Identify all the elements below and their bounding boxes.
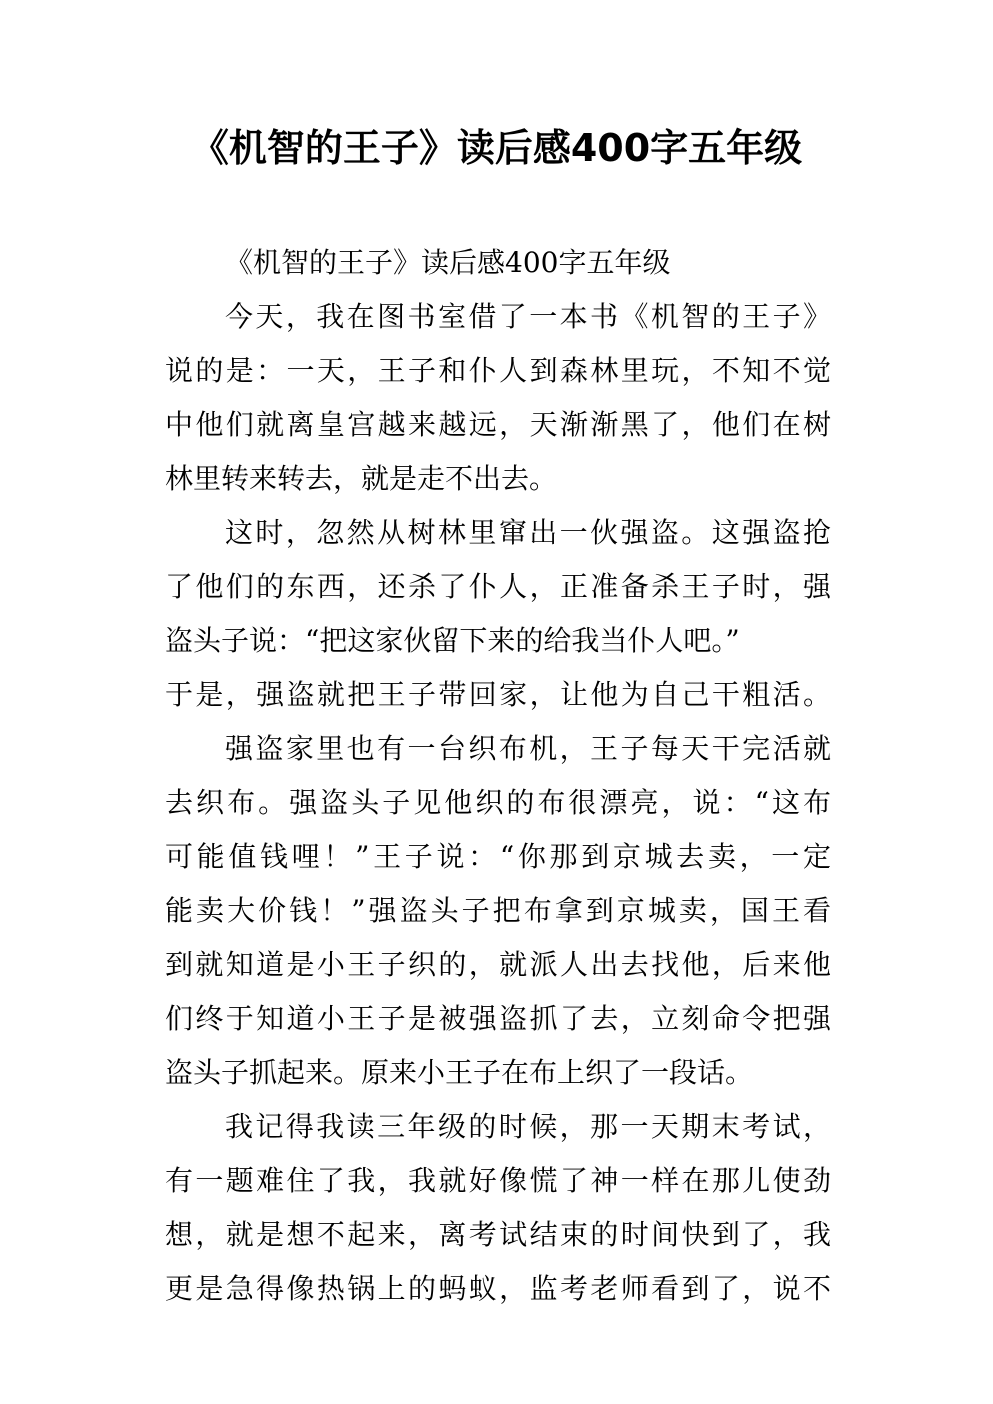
body-line: 今天，我在图书室借了一本书《机智的王子》 [225, 300, 831, 333]
body-line: 们终于知道小王子是被强盗抓了去，立刻命令把强 [165, 1002, 831, 1035]
body-line: 说的是：一天，王子和仆人到森林里玩，不知不觉 [165, 354, 831, 387]
body-line: 去织布。强盗头子见他织的布很漂亮，说：“这布 [165, 786, 831, 819]
body-subtitle-line: 《机智的王子》读后感400字五年级 [225, 246, 671, 279]
body-line: 盗头子抓起来。原来小王子在布上织了一段话。 [165, 1056, 754, 1089]
body-line: 能卖大价钱！”强盗头子把布拿到京城卖，国王看 [165, 894, 831, 927]
body-line: 我记得我读三年级的时候，那一天期末考试， [225, 1110, 831, 1143]
document-body [165, 236, 831, 1316]
body-line: 中他们就离皇宫越来越远，天渐渐黑了，他们在树 [165, 408, 831, 441]
body-line: 想，就是想不起来，离考试结束的时间快到了，我 [165, 1218, 831, 1251]
body-line: 强盗家里也有一台织布机，王子每天干完活就 [225, 732, 831, 765]
body-line: 这时，忽然从树林里窜出一伙强盗。这强盗抢 [225, 516, 831, 549]
body-line: 盗头子说：“把这家伙留下来的给我当仆人吧。” [165, 624, 740, 657]
body-line: 可能值钱哩！”王子说：“你那到京城去卖，一定 [165, 840, 831, 873]
body-line: 林里转来转去，就是走不出去。 [165, 462, 558, 495]
body-line: 更是急得像热锅上的蚂蚁，监考老师看到了，说不 [165, 1272, 831, 1305]
document-title: 《机智的王子》读后感400字五年级 [190, 126, 803, 170]
body-line: 有一题难住了我，我就好像慌了神一样在那儿使劲 [165, 1164, 831, 1197]
body-line: 到就知道是小王子织的，就派人出去找他，后来他 [165, 948, 831, 981]
body-line: 了他们的东西，还杀了仆人，正准备杀王子时，强 [165, 570, 831, 603]
body-line: 于是，强盗就把王子带回家，让他为自己干粗活。 [165, 678, 831, 711]
